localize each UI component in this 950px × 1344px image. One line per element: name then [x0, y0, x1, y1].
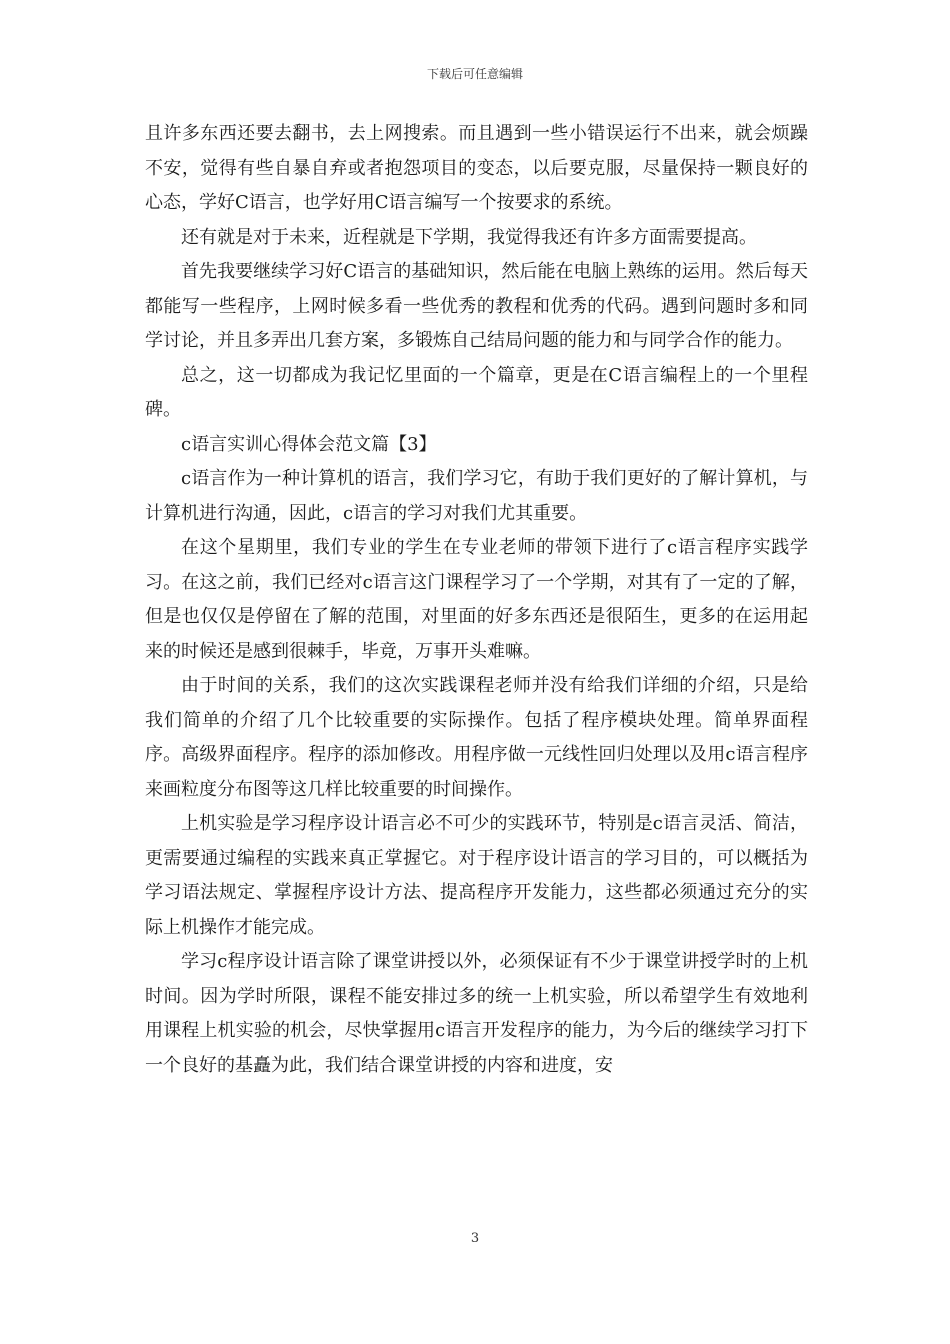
document-body [145, 117, 808, 1083]
paragraph-continuation: 且许多东西还要去翻书，去上网搜索。而且遇到一些小错误运行不出来，就会烦躁不安，觉得有些自暴自弃或者抱怨项目的变态，以后要克服，尽量保持一颗良好的心态，学好C语言，也学好用C语言编写一个按要求的系统。 [145, 123, 808, 213]
paragraph: 总之，这一切都成为我记忆里面的一个篇章，更是在C语言编程上的一个里程碑。 [145, 364, 808, 420]
paragraph: 在这个星期里，我们专业的学生在专业老师的带领下进行了c语言程序实践学习。在这之前，我们已经对c语言这门课程学习了一个学期，对其有了一定的了解，但是也仅仅是停留在了解的范围，对里面的好多东西还是很陌生，更多的在运用起来的时候还是感到很棘手，毕竟，万事开头难嘛。 [145, 537, 808, 662]
paragraph: 由于时间的关系，我们的这次实践课程老师并没有给我们详细的介绍，只是给我们简单的介绍了几个比较重要的实际操作。包括了程序模块处理。简单界面程序。高级界面程序。程序的添加修改。用程序做一元线性回归处理以及用c语言程序来画粒度分布图等这几样比较重要的时间操作。 [145, 675, 808, 800]
paragraph: c语言作为一种计算机的语言，我们学习它，有助于我们更好的了解计算机，与计算机进行沟通，因此，c语言的学习对我们尤其重要。 [145, 468, 808, 524]
paragraph: 学习c程序设计语言除了课堂讲授以外，必须保证有不少于课堂讲授学时的上机时间。因为学时所限，课程不能安排过多的统一上机实验，所以希望学生有效地利用课程上机实验的机会，尽快掌握用c语言开发程序的能力，为今后的继续学习打下一个良好的基矗为此，我们结合课堂讲授的内容和进度，安 [145, 951, 808, 1076]
section-heading: c语言实训心得体会范文篇【3】 [181, 433, 437, 455]
paragraph: 首先我要继续学习好C语言的基础知识，然后能在电脑上熟练的运用。然后每天都能写一些程序，上网时候多看一些优秀的教程和优秀的代码。遇到问题时多和同学讨论，并且多弄出几套方案，多锻炼自己结局问题的能力和与同学合作的能力。 [145, 261, 808, 351]
paragraph: 上机实验是学习程序设计语言必不可少的实践环节，特别是c语言灵活、简洁，更需要通过编程的实践来真正掌握它。对于程序设计语言的学习目的，可以概括为学习语法规定、掌握程序设计方法、提高程序开发能力，这些都必须通过充分的实际上机操作才能完成。 [145, 813, 808, 938]
paragraph: 还有就是对于未来，近程就是下学期，我觉得我还有许多方面需要提高。 [181, 226, 757, 248]
page-header: 下载后可任意编辑 [426, 67, 523, 81]
page-number: 3 [470, 1231, 480, 1246]
